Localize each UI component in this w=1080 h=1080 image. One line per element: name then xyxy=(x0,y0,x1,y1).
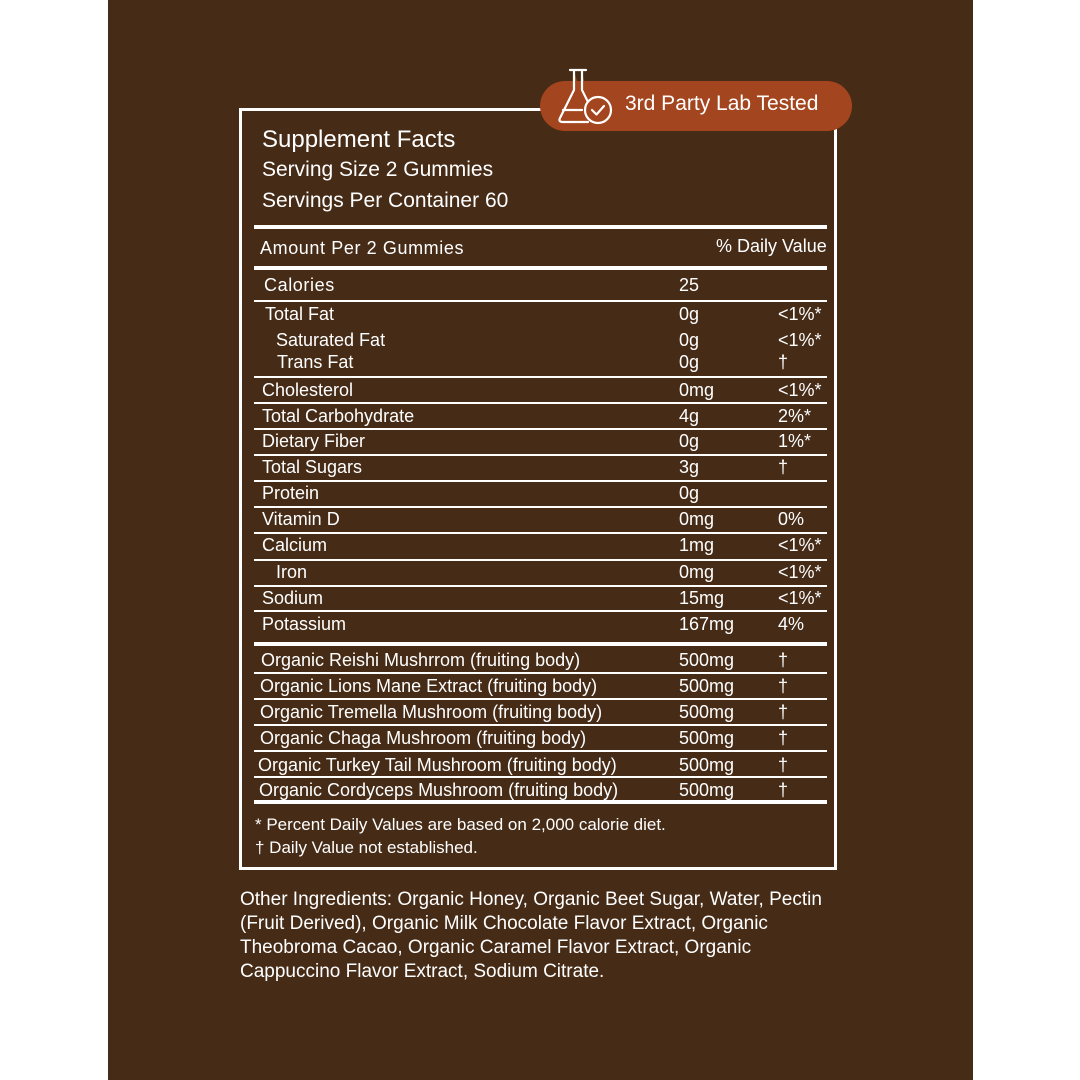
nutrient-name: Calcium xyxy=(262,535,328,555)
ingredient-name: Organic Reishi Mushrrom (fruiting body) xyxy=(261,650,581,670)
nutrient-daily-value: 1%* xyxy=(778,431,812,451)
nutrient-amount: 0g xyxy=(679,431,700,451)
divider xyxy=(254,428,827,430)
divider xyxy=(254,480,827,482)
divider xyxy=(254,454,827,456)
nutrient-name: Vitamin D xyxy=(262,509,340,529)
nutrient-daily-value: 0% xyxy=(778,509,805,529)
ingredient-amount: 500mg xyxy=(679,728,735,748)
divider xyxy=(254,225,827,229)
nutrient-daily-value: <1%* xyxy=(778,562,822,582)
divider xyxy=(254,300,827,302)
facts-title: Supplement Facts xyxy=(262,126,456,153)
nutrient-amount: 167mg xyxy=(679,614,735,634)
nutrient-name: Total Carbohydrate xyxy=(262,406,415,426)
ingredient-amount: 500mg xyxy=(679,702,735,722)
nutrient-daily-value: <1%* xyxy=(778,535,822,555)
calories-value: 25 xyxy=(679,275,700,295)
nutrient-name: Total Sugars xyxy=(262,457,363,477)
divider xyxy=(254,402,827,404)
ingredient-daily-value: † xyxy=(778,728,789,748)
ingredient-daily-value: † xyxy=(778,676,789,696)
divider xyxy=(254,642,827,646)
nutrient-amount: 4g xyxy=(679,406,700,426)
nutrient-name: Total Fat xyxy=(265,304,335,324)
nutrient-daily-value: <1%* xyxy=(778,330,822,350)
nutrient-daily-value: † xyxy=(778,457,789,477)
nutrient-name: Dietary Fiber xyxy=(262,431,366,451)
ingredient-name: Organic Lions Mane Extract (fruiting body) xyxy=(260,676,598,696)
divider xyxy=(254,698,827,700)
nutrient-name: Potassium xyxy=(262,614,347,634)
divider xyxy=(254,776,827,778)
ingredient-amount: 500mg xyxy=(679,650,735,670)
nutrient-name: Saturated Fat xyxy=(276,330,386,350)
nutrient-amount: 0g xyxy=(679,330,700,350)
nutrient-name: Trans Fat xyxy=(277,352,354,372)
nutrient-amount: 1mg xyxy=(679,535,715,555)
ingredient-amount: 500mg xyxy=(679,755,735,775)
nutrient-daily-value: † xyxy=(778,352,789,372)
calories-label: Calories xyxy=(264,275,335,295)
flask-check-icon xyxy=(552,64,616,128)
nutrient-name: Protein xyxy=(262,483,320,503)
divider xyxy=(254,724,827,726)
nutrient-daily-value: 4% xyxy=(778,614,805,634)
ingredient-amount: 500mg xyxy=(679,676,735,696)
amount-header: Amount Per 2 Gummies xyxy=(260,238,465,258)
nutrient-daily-value: <1%* xyxy=(778,304,822,324)
nutrient-name: Cholesterol xyxy=(262,380,354,400)
servings-per-container: Servings Per Container 60 xyxy=(262,189,509,212)
divider xyxy=(254,532,827,534)
daily-value-header: % Daily Value xyxy=(716,236,827,256)
nutrient-amount: 0mg xyxy=(679,380,715,400)
divider xyxy=(254,672,827,674)
ingredient-name: Organic Tremella Mushroom (fruiting body) xyxy=(260,702,603,722)
nutrient-name: Iron xyxy=(276,562,308,582)
ingredient-name: Organic Chaga Mushroom (fruiting body) xyxy=(260,728,587,748)
ingredient-amount: 500mg xyxy=(679,780,735,800)
ingredient-name: Organic Turkey Tail Mushroom (fruiting body) xyxy=(258,755,617,775)
badge-label: 3rd Party Lab Tested xyxy=(625,92,819,115)
serving-size: Serving Size 2 Gummies xyxy=(262,158,494,181)
nutrient-amount: 0g xyxy=(679,483,700,503)
divider xyxy=(254,376,827,378)
nutrient-amount: 15mg xyxy=(679,588,725,608)
nutrient-amount: 0mg xyxy=(679,562,715,582)
ingredient-name: Organic Cordyceps Mushroom (fruiting body) xyxy=(259,780,619,800)
nutrient-amount: 0g xyxy=(679,304,700,324)
nutrient-daily-value: 2%* xyxy=(778,406,812,426)
footnote-percent: * Percent Daily Values are based on 2,000 calorie diet. xyxy=(255,815,666,834)
divider xyxy=(254,610,827,612)
ingredient-daily-value: † xyxy=(778,650,789,670)
nutrient-amount: 0mg xyxy=(679,509,715,529)
nutrient-daily-value: <1%* xyxy=(778,588,822,608)
nutrient-amount: 0g xyxy=(679,352,700,372)
ingredient-daily-value: † xyxy=(778,780,789,800)
divider xyxy=(254,585,827,587)
nutrient-amount: 3g xyxy=(679,457,700,477)
footnote-dagger: † Daily Value not established. xyxy=(255,838,478,857)
nutrient-daily-value: <1%* xyxy=(778,380,822,400)
divider xyxy=(254,266,827,270)
divider xyxy=(254,506,827,508)
ingredient-daily-value: † xyxy=(778,755,789,775)
divider xyxy=(254,750,827,752)
divider xyxy=(254,800,827,804)
divider xyxy=(254,559,827,561)
ingredient-daily-value: † xyxy=(778,702,789,722)
nutrient-name: Sodium xyxy=(262,588,324,608)
other-ingredients: Other Ingredients: Organic Honey, Organic Beet Sugar, Water, Pectin (Fruit Derived), Organic Milk Chocolate Flavor Extract, Organic Theobroma Cacao, Organic Caramel Flavor Extract, Organic Cappuccino Flavor Extract, Sodium Citrate. xyxy=(240,889,822,982)
